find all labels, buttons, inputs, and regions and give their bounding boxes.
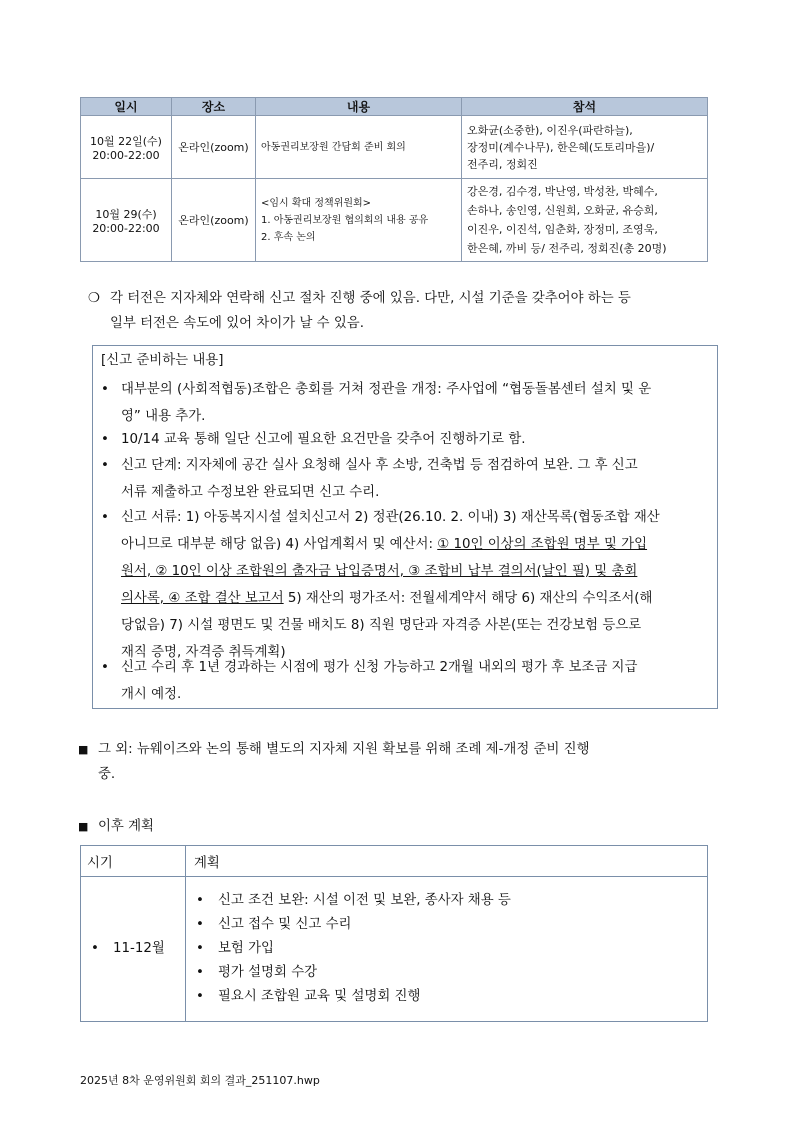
attendee-line: 손하나, 송인영, 신원희, 오화균, 유승희,	[467, 204, 658, 217]
list-item	[186, 961, 707, 985]
bullet: •	[196, 917, 204, 932]
other-line: 중.	[98, 767, 116, 782]
time: 20:00-22:00	[92, 148, 160, 162]
bullet: •	[101, 432, 109, 447]
table-row	[81, 179, 708, 262]
content-line: <임시 확대 정책위원회>	[261, 197, 372, 209]
bullet: •	[101, 458, 109, 473]
bullet: •	[196, 989, 204, 1004]
header-attendees: 참석	[462, 98, 708, 116]
attendee-line: 장정미(계수나무), 한은혜(도토리마을)/	[467, 140, 655, 154]
date-cell	[81, 116, 172, 179]
item-line: 재직 증명, 자격증 취득계획)	[121, 645, 286, 660]
item-line	[121, 585, 701, 612]
bullet: •	[101, 510, 109, 525]
header-content: 내용	[256, 98, 462, 116]
table-row	[81, 877, 708, 1022]
plan-item: 평가 설명회 수강	[218, 965, 318, 980]
footer-filename: 2025년 8차 운영위원회 회의 결과_251107.hwp	[80, 1074, 320, 1087]
place-cell: 온라인(zoom)	[172, 179, 256, 262]
content-line: 아동권리보장원 간담회 준비 회의	[261, 141, 406, 153]
list-item	[186, 937, 707, 961]
attendees-cell	[462, 116, 708, 179]
square-bullet: ■	[78, 820, 89, 833]
square-bullet: ■	[78, 743, 89, 756]
plan-table-header	[81, 846, 708, 877]
meeting-table-header	[81, 98, 708, 116]
period: 11-12월	[113, 941, 165, 956]
bullet: •	[101, 382, 109, 397]
time: 20:00-22:00	[92, 221, 160, 235]
plan-item: 신고 접수 및 신고 수리	[218, 917, 352, 932]
plan-item: 필요시 조합원 교육 및 설명회 진행	[218, 989, 421, 1004]
underlined-text: 원서, ② 10인 이상 조합원의 출자금 납입증명서, ③ 조합비 납부 결의서(날인 필) 및 총회	[121, 564, 638, 579]
item-line: 서류 제출하고 수정보완 완료되면 신고 수리.	[121, 485, 380, 500]
content-line: 1. 아동권리보장원 협의회의 내용 공유	[261, 214, 429, 226]
prep-box-heading: [신고 준비하는 내용]	[101, 353, 224, 368]
list-item	[186, 913, 707, 937]
date-cell	[81, 179, 172, 262]
item-line: 당없음) 7) 시설 평면도 및 건물 배치도 8) 직원 명단과 자격증 사본(또는 건강보험 등으로	[121, 618, 642, 633]
attendee-line: 전주리, 정회진	[467, 157, 538, 171]
item-line: 대부분의 (사회적협동)조합은 총회를 거쳐 정관을 개정: 주사업에 “협동돌봄센터 설치 및 운	[121, 382, 652, 397]
header-place: 장소	[172, 98, 256, 116]
plan-item: 신고 조건 보완: 시설 이전 및 보완, 종사자 채용 등	[218, 893, 511, 908]
date: 10월 29(수)	[95, 207, 157, 221]
list-item	[186, 889, 707, 913]
item-text: 5) 재산의 평가조서: 전월세계약서 해당 6) 재산의 수익조서(해	[283, 591, 653, 606]
bullet: •	[196, 941, 204, 956]
item-line: 영” 내용 추가.	[121, 409, 206, 424]
bullet: •	[196, 965, 204, 980]
content-line: 2. 후속 논의	[261, 231, 316, 243]
place-cell: 온라인(zoom)	[172, 116, 256, 179]
item-line: 개시 예정.	[121, 687, 182, 702]
plan-cell	[186, 877, 708, 1022]
item-line: 신고 단계: 지자체에 공간 실사 요청해 실사 후 소방, 건축법 등 점검하여 보완. 그 후 신고	[121, 458, 638, 473]
attendee-line: 강은경, 김수경, 박난영, 박성찬, 박혜수,	[467, 185, 658, 198]
underlined-text: 의사록, ④ 조합 결산 보고서	[121, 591, 284, 606]
note-line: 일부 터전은 속도에 있어 차이가 날 수 있음.	[110, 316, 364, 331]
item-line	[121, 531, 701, 558]
list-item	[81, 937, 185, 961]
attendee-line: 이진우, 이진석, 임춘화, 장정미, 조영욱,	[467, 223, 658, 236]
note-bullet: ❍	[88, 291, 101, 306]
attendee-line: 오화균(소중한), 이진우(파란하늘),	[467, 123, 633, 137]
bullet: •	[91, 941, 99, 956]
attendees-cell	[462, 179, 708, 262]
item-text: 아니므로 대부분 해당 없음) 4) 사업계획서 및 예산서:	[121, 537, 438, 552]
header-plan: 계획	[186, 846, 708, 877]
bullet: •	[101, 660, 109, 675]
period-cell	[81, 877, 186, 1022]
other-line: 그 외: 뉴웨이즈와 논의 통해 별도의 지자체 지원 확보를 위해 조례 제-개정 준비 진행	[98, 742, 590, 757]
date: 10월 22일(수)	[90, 134, 162, 148]
table-row	[81, 116, 708, 179]
item-line: 신고 서류: 1) 아동복지시설 설치신고서 2) 정관(26.10. 2. 이내) 3) 재산목록(협동조합 재산	[121, 510, 660, 525]
plan-table	[80, 845, 708, 1022]
list-item	[186, 985, 707, 1009]
header-date: 일시	[81, 98, 172, 116]
plan-item: 보험 가입	[218, 941, 274, 956]
item-line: 신고 수리 후 1년 경과하는 시점에 평가 신청 가능하고 2개월 내외의 평가 후 보조금 지급	[121, 660, 638, 675]
attendee-line: 한은혜, 까비 등/ 전주리, 정회진(총 20명)	[467, 242, 667, 255]
meeting-table	[80, 97, 708, 262]
header-period: 시기	[81, 846, 186, 877]
item-line: 10/14 교육 통해 일단 신고에 필요한 요건만을 갖추어 진행하기로 함.	[121, 432, 526, 447]
prep-box	[92, 345, 718, 709]
section-title: 이후 계획	[98, 819, 154, 834]
note-line: 각 터전은 지자체와 연락해 신고 절차 진행 중에 있음. 다만, 시설 기준을 갖추어야 하는 등	[110, 291, 631, 306]
bullet: •	[196, 893, 204, 908]
underlined-text: ① 10인 이상의 조합원 명부 및 가입	[437, 537, 648, 552]
content-cell	[256, 179, 462, 262]
content-cell	[256, 116, 462, 179]
